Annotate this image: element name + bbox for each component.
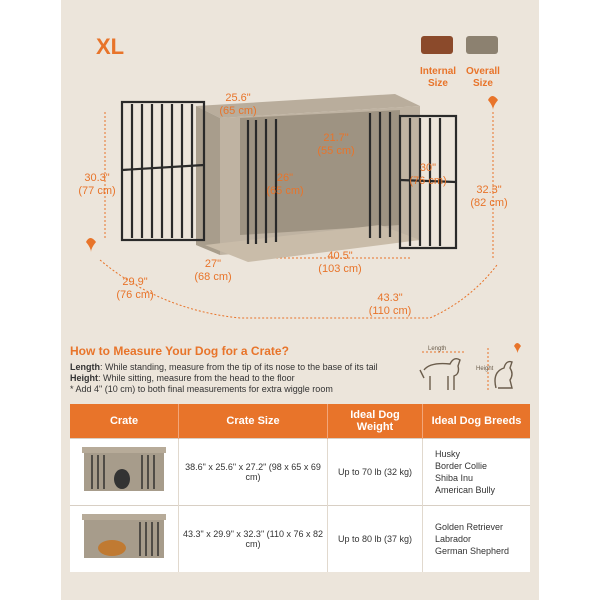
dim-inner-height: 26" (65 cm) [266,172,304,197]
crate-image-cell [70,506,179,573]
howto-title: How to Measure Your Dog for a Crate? [70,344,289,358]
breed-item: Border Collie [435,461,488,471]
table-row [70,506,530,573]
length-instruction: Length: While standing, measure from the tip of its nose to the base of its tail [70,362,378,372]
height-icon-label: Height [476,366,494,372]
wiggle-note: * Add 4" (10 cm) to both final measurements for extra wiggle room [70,384,333,394]
dim-inner-door: 30" (76 cm) [409,162,447,187]
dim-left-height: 30.3" (77 cm) [78,172,116,197]
dog-photo [114,469,130,489]
breed-item: German Shepherd [435,546,510,556]
header-crate: Crate [70,404,179,439]
table-row [70,439,530,506]
dim-overall-width: 43.3" (110 cm) [368,292,412,317]
breed-item: Husky [435,449,461,459]
dim-overall-depth: 29.9" (76 cm) [116,276,154,301]
overall-guide [100,260,497,318]
breed-item: Labrador [435,534,472,544]
size-table [70,404,530,572]
crate-image-cell [70,439,179,506]
dog-weight-cell: Up to 80 lb (37 kg) [328,506,423,573]
internal-size-label: Internal Size [419,66,457,89]
dog-measure-icons [410,340,530,396]
crate-thumbnail [78,510,170,566]
height-instruction: Height: While sitting, measure from the head to the floor [70,373,295,383]
dog-photo [98,540,126,556]
length-icon-label: Length [428,346,447,352]
crate-size-cell: 43.3" x 29.9" x 32.3" (110 x 76 x 82 cm) [179,506,328,573]
size-label: XL [96,34,125,59]
breed-item: Shiba Inu [435,473,474,483]
heart-icon [86,238,96,252]
breed-item: Golden Retriever [435,522,504,532]
dim-width: 40.5" (103 cm) [318,250,362,275]
crate-thumbnail [78,443,170,499]
dog-breeds-cell [423,506,531,573]
dim-inner-width: 21.7" (55 cm) [317,132,355,157]
header-crate-size: Crate Size [179,404,328,439]
dim-right-height: 32.3" (82 cm) [470,184,508,209]
standing-dog-icon [420,359,460,390]
heart-icon [488,96,498,110]
overall-size-label: Overall Size [466,66,500,89]
header-dog-breeds: Ideal Dog Breeds [423,404,531,439]
dim-top-depth: 25.6" (65 cm) [219,92,257,117]
header-dog-weight: Ideal Dog Weight [328,404,423,439]
heart-icon [514,343,521,353]
dog-weight-cell: Up to 70 lb (32 kg) [328,439,423,506]
table-header-row [70,404,530,439]
breed-item: American Bully [435,485,496,495]
dog-breeds-cell [423,439,531,506]
sitting-dog-icon [495,362,512,388]
crate-size-cell: 38.6" x 25.6" x 27.2" (98 x 65 x 69 cm) [179,439,328,506]
dim-depth: 27" (68 cm) [194,258,232,283]
